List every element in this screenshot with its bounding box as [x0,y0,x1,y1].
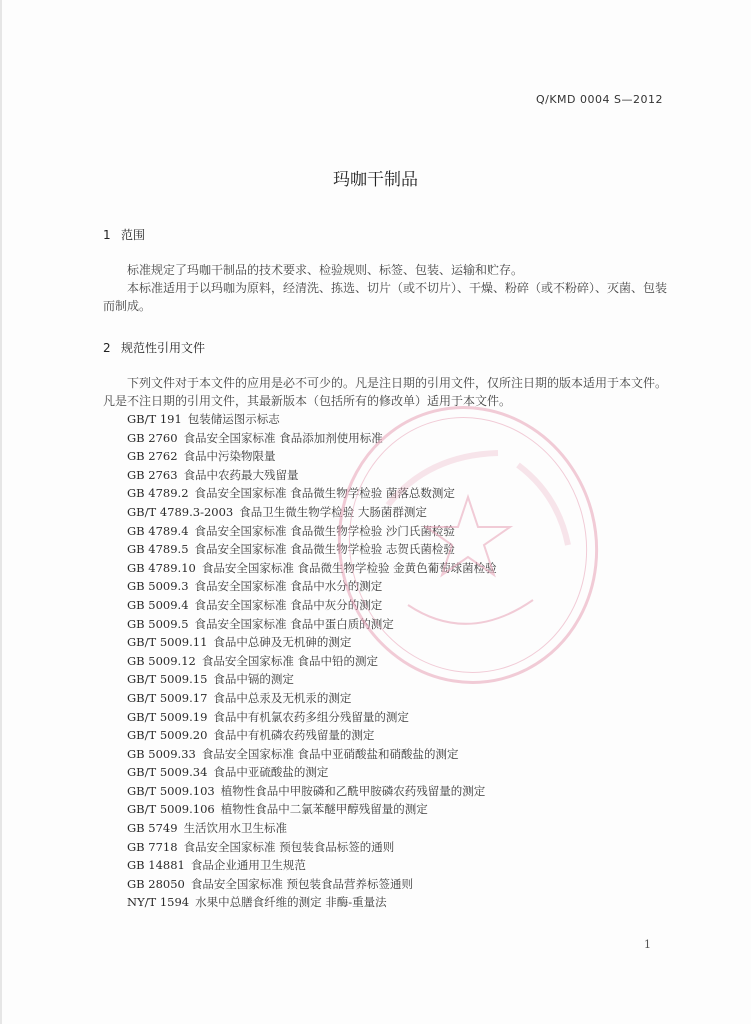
reference-item [127,838,497,857]
reference-item [127,559,497,578]
reference-item [127,763,497,782]
reference-code: GB/T 5009.20 [127,728,208,743]
reference-item [127,429,497,448]
reference-name: 生活饮用水卫生标准 [183,821,288,836]
reference-name: 食品中有机磷农药残留量的测定 [213,728,375,743]
reference-item [127,615,497,634]
reference-code: GB 4789.4 [127,523,189,538]
reference-code: GB 4789.2 [127,486,189,501]
reference-code: GB/T 5009.11 [127,635,208,650]
reference-item [127,447,497,466]
section-1-heading [103,226,145,243]
reference-code: GB 7718 [127,839,178,854]
scope-paragraph-1: 标准规定了玛咖干制品的技术要求、检验规则、标签、包装、运输和贮存。 [127,263,524,277]
reference-name: 食品安全国家标准 预包装食品标签的通则 [183,839,395,854]
reference-item [127,410,497,429]
reference-name: 食品安全国家标准 食品中灰分的测定 [194,597,383,612]
reference-code: GB 4789.5 [127,542,189,557]
references-intro: 下列文件对于本文件的应用是必不可少的。凡是注日期的引用文件，仅所注日期的版本适用于本文件。凡是不注日期的引用文件，其最新版本（包括所有的修改单）适用于本文件。 [103,376,668,408]
reference-code: GB 5009.4 [127,597,189,612]
reference-name: 食品安全国家标准 食品微生物学检验 志贺氏菌检验 [194,542,455,557]
reference-item [127,596,497,615]
reference-name: 食品中亚硫酸盐的测定 [213,765,329,780]
reference-code: GB 2762 [127,449,178,464]
reference-code: GB 28050 [127,876,185,891]
reference-item [127,577,497,596]
reference-item [127,856,497,875]
reference-item [127,800,497,819]
reference-name: 食品安全国家标准 食品中亚硝酸盐和硝酸盐的测定 [201,746,459,761]
reference-code: GB 5009.5 [127,616,189,631]
reference-item [127,782,497,801]
reference-code: GB/T 5009.106 [127,802,215,817]
reference-name: 水果中总膳食纤维的测定 非酶-重量法 [195,895,387,910]
reference-code: GB 2763 [127,467,178,482]
reference-code: GB 14881 [127,858,185,873]
reference-item [127,466,497,485]
reference-code: GB/T 5009.103 [127,783,215,798]
section-2-number: 2 [103,341,111,355]
reference-code: GB/T 5009.17 [127,690,208,705]
reference-item [127,819,497,838]
reference-item [127,633,497,652]
reference-name: 食品中农药最大残留量 [183,467,299,482]
reference-item [127,893,497,912]
section-2-heading [103,339,205,356]
reference-name: 食品安全国家标准 预包装食品营养标签通则 [190,876,414,891]
reference-name: 食品中有机氯农药多组分残留量的测定 [213,709,409,724]
page-edge [0,0,2,1024]
reference-name: 食品中镉的测定 [213,672,294,687]
reference-code: GB/T 191 [127,412,182,426]
reference-item [127,875,497,894]
reference-item [127,503,497,522]
reference-item [127,540,497,559]
reference-item [127,708,497,727]
reference-item [127,689,497,708]
reference-name: 食品安全国家标准 食品中蛋白质的测定 [194,616,394,631]
reference-name: 食品中总砷及无机砷的测定 [213,635,352,650]
reference-code: NY/T 1594 [127,895,190,910]
reference-list [127,410,497,912]
reference-name: 植物性食品中甲胺磷和乙酰甲胺磷农药残留量的测定 [220,783,486,798]
reference-name: 食品安全国家标准 食品微生物学检验 金黄色葡萄球菌检验 [201,560,497,575]
reference-code: GB 4789.10 [127,560,196,575]
reference-name: 植物性食品中二氯苯醚甲醇残留量的测定 [220,802,428,817]
reference-code: GB/T 5009.15 [127,672,208,687]
section-2-title: 规范性引用文件 [121,341,206,355]
reference-name: 食品安全国家标准 食品中铅的测定 [201,653,379,668]
document-title: 玛咖干制品 [333,170,418,190]
section-1-title: 范围 [121,228,146,242]
reference-item [127,652,497,671]
reference-code: GB/T 5009.19 [127,709,208,724]
reference-code: GB/T 4789.3-2003 [127,504,234,519]
reference-name: 食品安全国家标准 食品中水分的测定 [194,579,383,594]
section-1-number: 1 [103,228,111,242]
reference-name: 食品安全国家标准 食品微生物学检验 沙门氏菌检验 [194,523,455,538]
reference-code: GB 5749 [127,821,178,836]
reference-name: 食品企业通用卫生规范 [190,858,306,873]
reference-code: GB 5009.33 [127,746,196,761]
reference-item [127,522,497,541]
reference-code: GB 5009.3 [127,579,189,594]
reference-item [127,745,497,764]
scope-paragraph-2: 本标准适用于以玛咖为原料，经清洗、拣选、切片（或不切片）、干燥、粉碎（或不粉碎）、灭菌、包装而制成。 [103,281,668,313]
standard-code: Q/KMD 0004 S—2012 [535,93,663,106]
reference-name: 食品安全国家标准 食品微生物学检验 菌落总数测定 [194,486,455,501]
reference-code: GB/T 5009.34 [127,765,208,780]
reference-name: 食品中总汞及无机汞的测定 [213,690,352,705]
reference-code: GB 5009.12 [127,653,196,668]
reference-name: 食品安全国家标准 食品添加剂使用标准 [183,430,383,445]
reference-name: 包装储运图示标志 [187,412,280,426]
reference-item [127,484,497,503]
page-number: 1 [644,938,651,951]
reference-name: 食品卫生微生物学检验 大肠菌群测定 [239,504,427,519]
reference-code: GB 2760 [127,430,178,445]
reference-name: 食品中污染物限量 [183,449,276,464]
reference-item [127,670,497,689]
reference-item [127,726,497,745]
